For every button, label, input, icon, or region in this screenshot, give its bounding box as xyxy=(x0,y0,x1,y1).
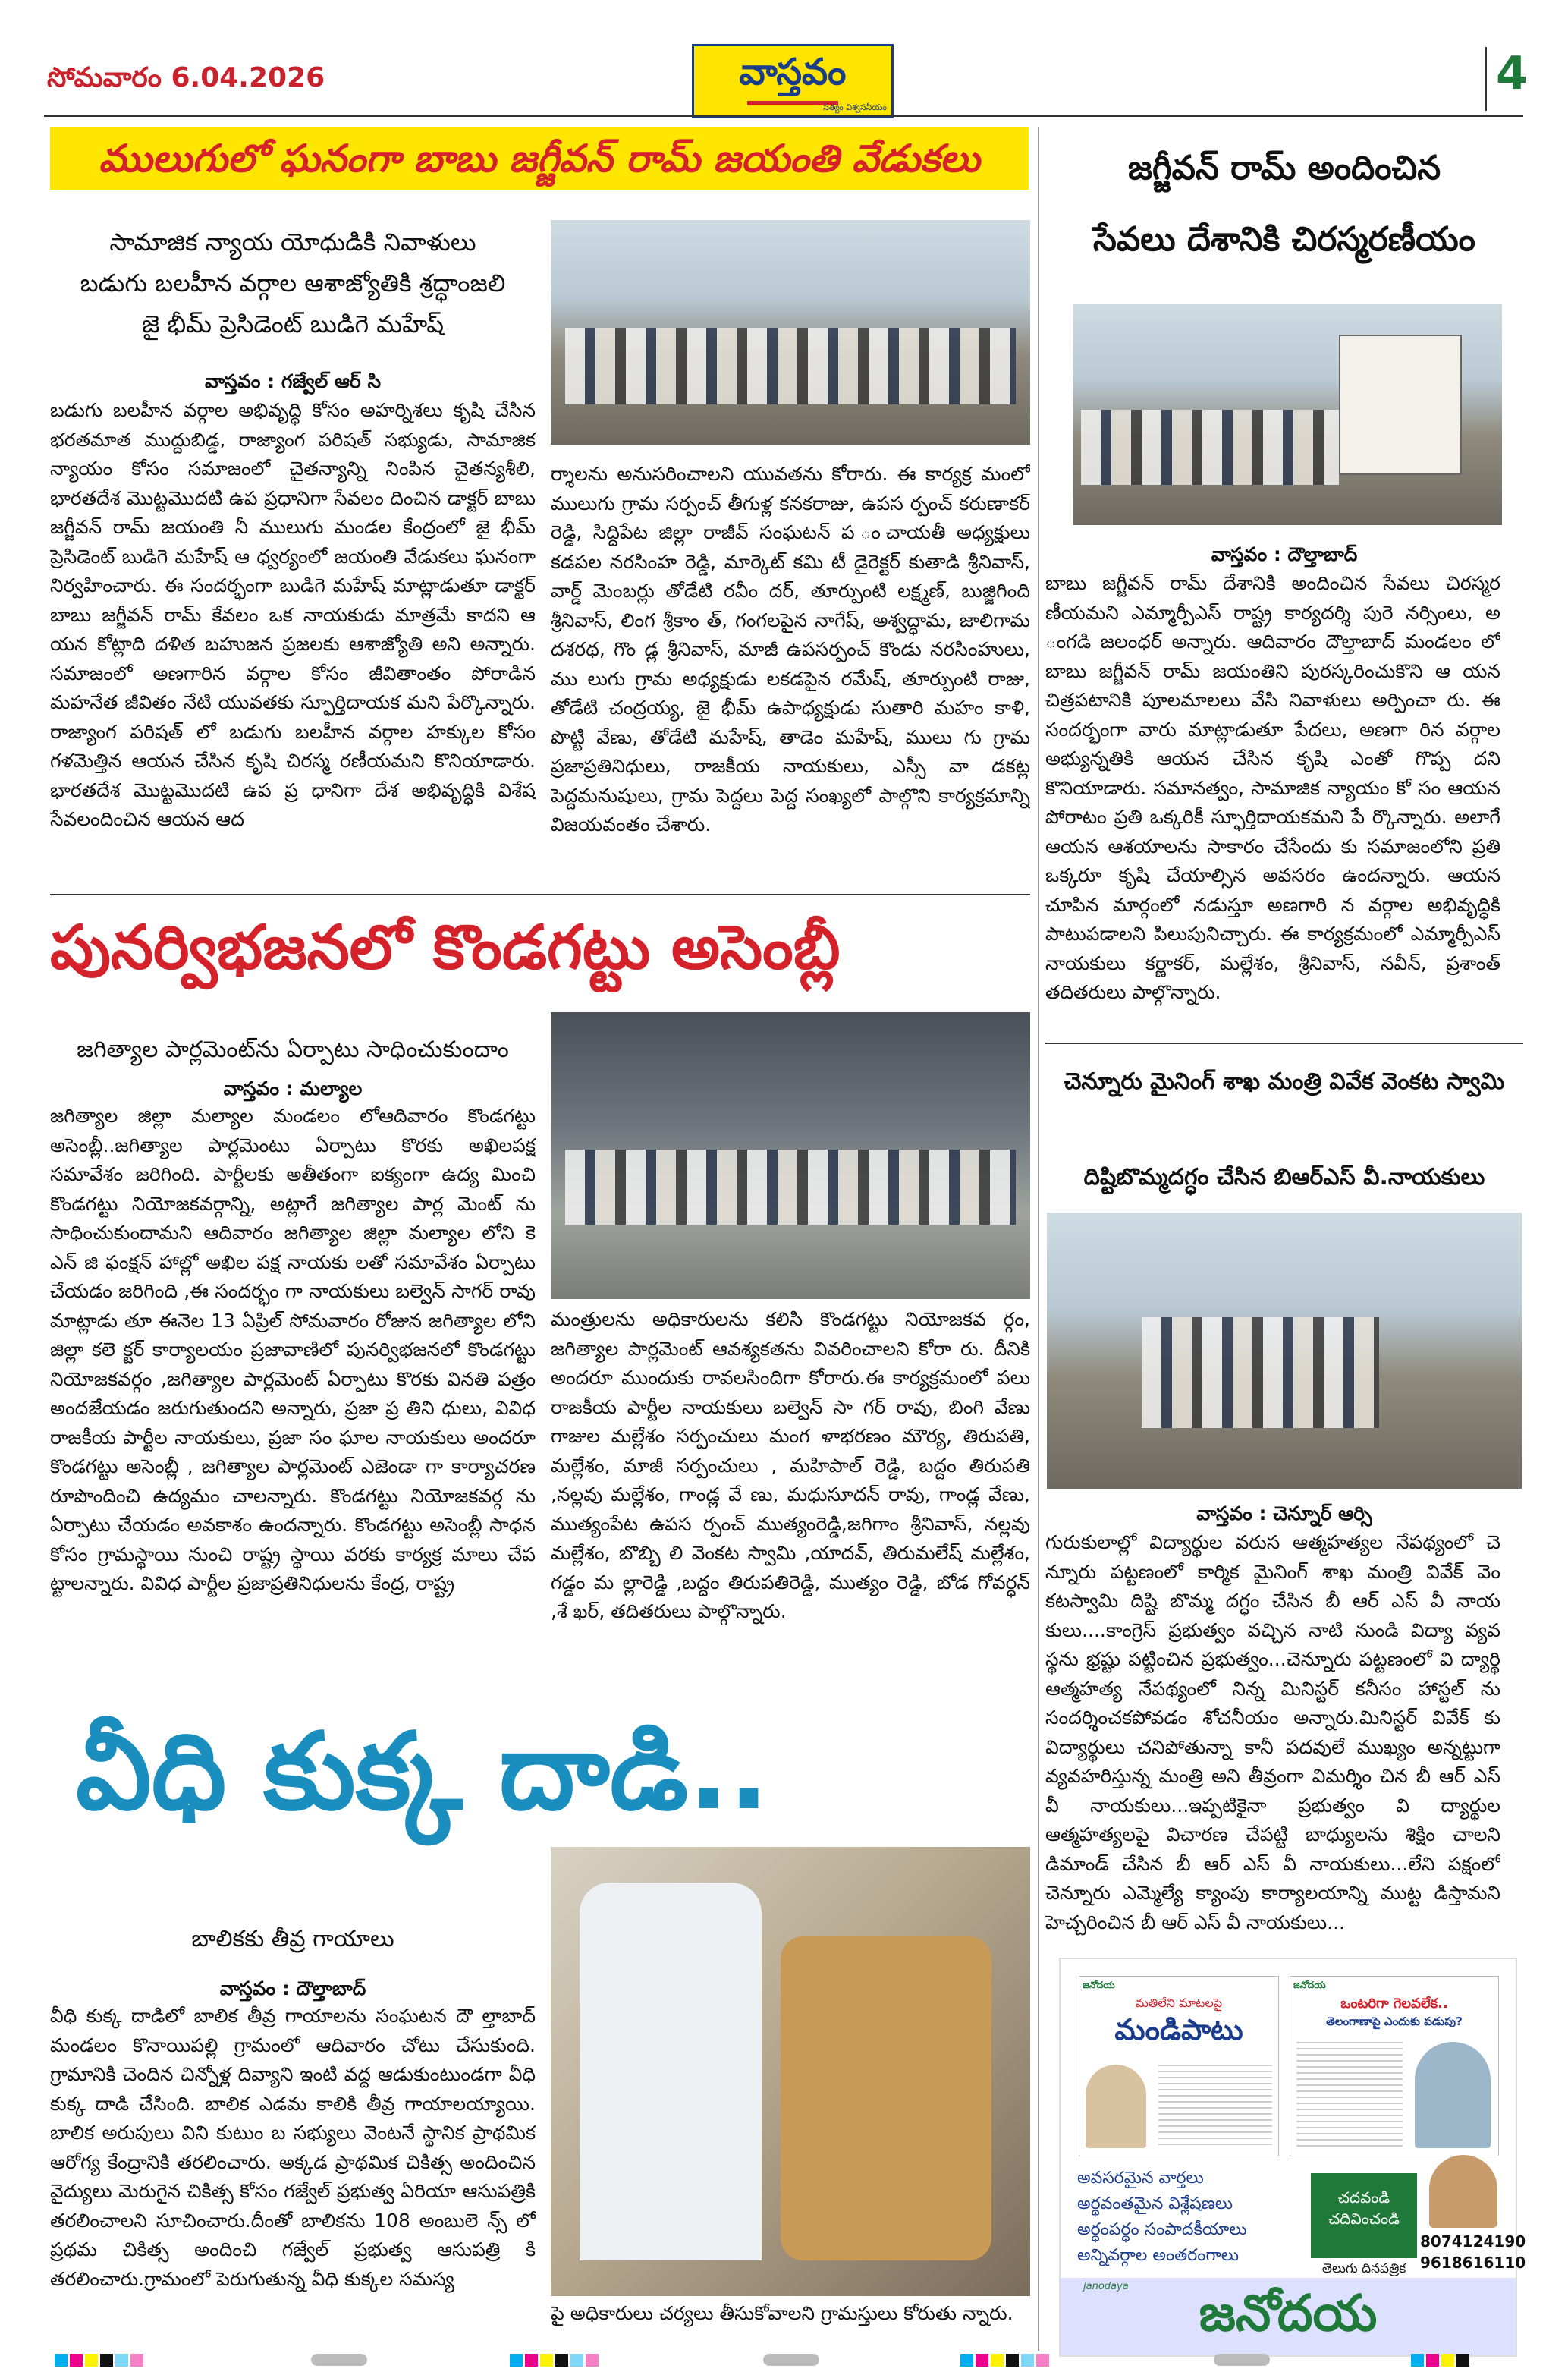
jagjivan-dateline: వాస్తవం : దౌల్తాబాద్ xyxy=(1211,543,1358,565)
dog-photo xyxy=(551,1847,1030,2296)
mulugu-photo xyxy=(551,220,1030,445)
chennur-headline-2: దిష్టిబొమ్మదగ్ధం చేసిన బిఆర్ఎస్ వీ.నాయకులు xyxy=(1083,1164,1485,1191)
column-rule-right xyxy=(1038,127,1039,2351)
ad-left-brand: జనోదయ xyxy=(1083,1980,1115,1990)
ad-paper-right xyxy=(1290,1976,1499,2156)
register-mark xyxy=(1214,2354,1270,2366)
doctor-figure xyxy=(580,1883,762,2260)
right-divider-1 xyxy=(1045,1043,1523,1044)
chennur-headline-1: చెన్నూరు మైనింగ్ శాఖ మంత్రి వివేక వెంకట స్వామి xyxy=(1064,1068,1505,1095)
jagjivan-headline-2: సేవలు దేశానికి చిరస్మరణీయం xyxy=(1093,220,1475,259)
ad-phone-2: 9618616110 xyxy=(1420,2254,1526,2272)
ad-phone-1: 8074124190 xyxy=(1420,2232,1526,2251)
ad-list-item: అర్థవంతమైన విశ్లేషణలు xyxy=(1077,2194,1233,2213)
kondagattu-dateline: వాస్తవం : మల్యాల xyxy=(223,1077,363,1099)
mulugu-dateline: వాస్తవం : గజ్వేల్ ఆర్ సి xyxy=(205,370,381,392)
ad-right-title1: ఒంటరిగా గెలవలేక.. xyxy=(1340,1996,1448,2012)
ad-logo: జనోదయ xyxy=(1199,2284,1378,2342)
janodaya-ad xyxy=(1059,1958,1526,2357)
masthead xyxy=(692,44,894,118)
ad-cta-2: చదివించండి xyxy=(1328,2210,1400,2228)
ad-tagline: తెలుగు దినపత్రిక xyxy=(1321,2261,1406,2276)
dog-headline: వీధి కుక్క దాడి.. xyxy=(76,1710,769,1834)
print-marks-right xyxy=(960,2354,1051,2370)
register-mark xyxy=(763,2354,819,2366)
ad-cta-1: చదవండి xyxy=(1337,2188,1390,2207)
ad-person-avatar xyxy=(1429,2155,1497,2228)
masthead-subtitle: సత్యం విశ్వసనీయం xyxy=(823,102,887,112)
jagjivan-photo xyxy=(1073,304,1502,525)
ad-left-title1: మతిలేని మాటలపై xyxy=(1135,1996,1223,2010)
mulugu-body-col2: ర్శాలను అనుసరించాలని యువతను కోరారు. ఈ కార్యక్ర మంలో ములుగు గ్రామ సర్పంచ్ తీగుళ్ల కనకరాజు, ఉపస ర్పంచ్ కరుణాకర్ రెడ్డి, సిద్దిపేట జిల్లా రాజీవ్ సంఘటన్ ప ంచాయతీ అధ్యక్షులు కడపల నరసింహ రెడ్డి, మార్కెట్ కమి టీ డైరెక్టర్ కుతాడి శ్రీనివాస్, వార్డ్ మెంబర్లు తోడేటి రవీం దర్, తూర్పుంటి లక్ష్మణ్, బుజ్జిగింది శ్రీనివాస్, లింగ శ్రీకాం త్, గంగలపైన నాగేష్, అశ్వద్ధామ, జాలిగామ దశరథ, గొం డ్ల శ్రీనివాస్, మాజీ ఉపసర్పంచ్ కొండు నరసింహులు, ము లుగు గ్రామ అధ్యక్షుడు లకడపైన రమేష్, తూర్పుంటి రాజు, తోడేటి చంద్రయ్య, జై భీమ్ ఉపాధ్యక్షుడు సుతారి మహం కాళి, పొట్టి వేణు, తోడేటి మహేష్, తాడెం మహేష్, ములు గు గ్రామ ప్రజాప్రతినిధులు, రాజకీయ నాయకులు, ఎస్సీ వా డకట్ల పెద్దమనుషులు, గ్రామ పెద్దలు పెద్ద సంఖ్యలో పాల్గొని కార్యక్రమాన్ని విజయవంతం చేశారు. xyxy=(551,463,1030,835)
dog-dateline: వాస్తవం : దౌల్తాబాద్ xyxy=(219,1977,366,1999)
mulugu-sub3: జై భీమ్ ప్రెసిడెంట్ బుడిగె మహేష్ xyxy=(141,310,445,338)
mulugu-sub2: బడుగు బలహీన వర్గాల ఆశాజ్యోతికి శ్రద్ధాంజలి xyxy=(80,269,506,297)
dog-body-col1: వీధి కుక్క దాడిలో బాలిక తీవ్ర గాయాలను సంఘటన దౌ ల్తాబాద్ మండలం కొనాయిపల్లి గ్రామంలో ఆదివారం చోటు చేసుకుంది. గ్రామానికి చెందిన చిన్నోళ్ల దివ్యాని ఇంటి వద్ద ఆడుకుంటుండగా వీధి కుక్క దాడి చేసింది. బాలిక ఎడమ కాలికి తీవ్ర గాయాలయ్యాయి. బాలిక అరుపులు విని కుటుం బ సభ్యులు వెంటనే స్థానిక ప్రాథమిక ఆరోగ్య కేంద్రానికి తరలించారు. అక్కడ ప్రాథమిక చికిత్స అందించిన వైద్యులు మెరుగైన చికిత్స కోసం గజ్వేల్ ప్రభుత్వ ఏరియా ఆసుపత్రికి తరలించాలని సూచించారు.దీంతో బాలికను 108 అంబులె న్స్ లో ప్రథమ చికిత్స అందించి గజ్వేల్ ప్రభుత్వ ఆసుపత్రి కి తరలించారు.గ్రామంలో పెరుగుతున్న వీధి కుక్కల సమస్య xyxy=(50,2005,536,2290)
header-date: సోమవారం 6.04.2026 xyxy=(47,62,325,93)
page-number: 4 xyxy=(1496,47,1528,100)
ad-cta-box xyxy=(1311,2173,1417,2258)
ad-logo-band xyxy=(1061,2278,1516,2355)
ad-right-title2: తెలంగాణాపై ఎందుకు పడుపు? xyxy=(1326,2015,1463,2028)
masthead-title: వాస్తవం xyxy=(739,51,847,93)
portrait-frame xyxy=(1339,335,1462,475)
ad-list-item: అన్నివర్గాల అంతరంగాలు xyxy=(1077,2246,1239,2265)
ad-right-brand: జనోదయ xyxy=(1293,1980,1326,1990)
ad-list-item: అర్థంపర్థం సంపాదకీయాలు xyxy=(1077,2220,1247,2239)
chennur-photo xyxy=(1047,1213,1522,1489)
patient-figure xyxy=(781,1936,991,2260)
print-marks-far-right xyxy=(1411,2354,1472,2370)
ad-logo-small: janodaya xyxy=(1083,2281,1129,2292)
chennur-body: గురుకులాల్లో విద్యార్థుల వరుస ఆత్మహత్యల నేపథ్యంలో చె న్నూరు పట్టణంలో కార్మిక మైనింగ్ శాఖ మంత్రి వివేక్ వెం కటస్వామి దిష్టి బొమ్మ దగ్ధం చేసిన బీ ఆర్ ఎస్ వీ నాయ కులు....కాంగ్రెస్ ప్రభుత్వం వచ్చిన నాటి నుండి విద్యా వ్యవ స్థను భ్రష్టు పట్టించిన ప్రభుత్వం...చెన్నూరు పట్టణంలో వి ద్యార్థి ఆత్మహత్య నేపథ్యంలో నిన్న మినిస్టర్ కనీసం హాస్టల్ ను సందర్శించకపోవడం శోచనీయం అన్నారు.మినిస్టర్ వివేక్ కు విద్యార్థులు చనిపోతున్నా కానీ పదవులే ముఖ్యం అన్నట్టుగా వ్యవహరిస్తున్న మంత్రి అని తీవ్రంగా విమర్శిం చిన బీ ఆర్ ఎస్ వీ నాయకులు...ఇప్పటికైనా ప్రభుత్వం వి ద్యార్థుల ఆత్మహత్యలపై విచారణ చేపట్టి బాధ్యులను శిక్షిం చాలని డిమాండ్ చేసిన బీ ఆర్ ఎస్ వీ నాయకులు...లేని పక్షంలో చెన్నూరు ఎమ్మెల్యే క్యాంపు కార్యాలయాన్ని ముట్ట డిస్తామని హెచ్చరించిన బీ ఆర్ ఎస్ వీ నాయకులు... xyxy=(1045,1531,1500,1933)
dog-body-col2: పై అధికారులు చర్యలు తీసుకోవాలని గ్రామస్తులు కోరుతు న్నారు. xyxy=(551,2302,1013,2324)
kondagattu-sub: జగిత్యాల పార్లమెంట్‌ను ఏర్పాటు సాధించుకుందాం xyxy=(77,1037,509,1063)
kondagattu-body-col1: జగిత్యాల జిల్లా మల్యాల మండలం లోఆదివారం కొండగట్టు అసెంబ్లీ..జగిత్యాల పార్లమెంటు ఏర్పాటు కొరకు అఖిలపక్ష సమావేశం జరిగింది. పార్టీలకు అతీతంగా ఐక్యంగా ఉద్య మించి కొండగట్టు నియోజకవర్గాన్ని, అట్లాగే జగిత్యాల పార్ల మెంట్ ను సాధించుకుందామని ఆదివారం జగిత్యాల జిల్లా మల్యాల లోని కె ఎన్ జి ఫంక్షన్ హాల్లో అఖిల పక్ష నాయకు లతో సమావేశం ఏర్పాటు చేయడం జరిగింది ,ఈ సందర్భం గా నాయకులు బల్వెన్ సాగర్ రావు మాట్లాడు తూ ఈనెల 13 ఏప్రిల్ సోమవారం రోజున జగిత్యాల లోని జిల్లా కలె క్టర్ కార్యాలయం ప్రజావాణిలో పునర్విభజనలో కొండగట్టు నియోజకవర్గం ,జగిత్యాల పార్లమెంట్ ఏర్పాటు కొరకు వినతి పత్రం అందజేయడం జరుగుతుందని అన్నారు, ప్రజా ప్ర తిని ధులు, వివిధ రాజకీయ పార్టీల నాయకులు, ప్రజా సం ఘాల నాయకులు అందరూ కొండగట్టు అసెంబ్లీ , జగిత్యాల పార్లమెంట్ ఎజెండా గా కార్యాచరణ రూపొందించి ఉద్యమం చాలన్నారు. కొండగట్టు నియోజకవర్గ ను ఏర్పాటు చేయడం అవకాశం ఉందన్నారు. కొండగట్టు అసెంబ్లీ సాధన కోసం గ్రామస్థాయి నుంచి రాష్ట్ర స్థాయి వరకు కార్యక్ర మాలు చేప ట్టాలన్నారు. వివిధ పార్టీల ప్రజాప్రతినిధులను కేంద్ర, రాష్ట్ర xyxy=(50,1105,536,1594)
jagjivan-headline-1: జగ్జీవన్ రామ్ అందించిన xyxy=(1127,149,1441,187)
ad-paper-left xyxy=(1079,1976,1279,2156)
chennur-dateline: వాస్తవం : చెన్నూర్ ఆర్సి xyxy=(1196,1502,1372,1524)
header-rule-vertical xyxy=(1485,47,1487,111)
kondagattu-photo xyxy=(551,1012,1030,1299)
kondagattu-body-col2: మంత్రులను అధికారులను కలిసి కొండగట్టు నియోజకవ ర్గం, జగిత్యాల పార్లమెంట్ ఆవశ్యకతను వివరించాలని కోరా రు. దీనికి అందరూ ముందుకు రావలసిందిగా కోరారు.ఈ కార్యక్రమంలో పలు రాజకీయ పార్టీల నాయకులు బల్వెన్ సా గర్ రావు, బింగి వేణు గాజుల మల్లేశం సర్పంచులు మంగ ళాభరణం మౌర్య, తిరుపతి, మల్లేశం, మాజీ సర్పంచులు , మహిపాల్ రెడ్డి, బద్దం తిరుపతి ,నల్లవు మల్లేశం, గాండ్ల వే ణు, మధుసూదన్ రావు, గాండ్ల వేణు, ముత్యంపేట ఉపస ర్పంచ్ ముత్యంరెడ్డి,జగిగాం శ్రీనివాస్, నల్లవు మల్లేశం, బొబ్బి లి వెంకట స్వామి ,యాదవ్, తిరుమలేష్ మల్లేశం, గడ్డం మ ల్లారెడ్డి ,బద్దం తిరుపతిరెడ్డి, ముత్యం రెడ్డి, బోడ గోవర్ధన్ ,శే ఖర్, తదితరులు పాల్గొన్నారు. xyxy=(551,1308,1030,1622)
header-rule xyxy=(44,115,1523,117)
register-mark xyxy=(311,2354,367,2366)
print-marks-left xyxy=(55,2354,146,2370)
print-marks-center xyxy=(510,2354,601,2370)
jagjivan-body: బాబు జగ్జీవన్ రామ్ దేశానికి అందించిన సేవలు చిరస్మర ణీయమని ఎమ్మార్పీఎస్ రాష్ట్ర కార్యదర్శి పురె నర్సింలు, అ ంగడి జలంధర్ అన్నారు. ఆదివారం దౌల్తాబాద్ మండలం లో బాబు జగ్జీవన్ రామ్ జయంతిని పురస్కరించుకొని ఆ యన చిత్రపటానికి పూలమాలలు వేసి నివాళులు అర్పించా రు. ఈ సందర్భంగా వారు మాట్లాడుతూ పేదలు, అణగా రిన వర్గాల అభ్యున్నతికి ఆయన చేసిన కృషి ఎంతో గొప్ప దని కొనియాడారు. సమానత్వం, సామాజిక న్యాయం కో సం ఆయన పోరాటం ప్రతి ఒక్కరికీ స్ఫూర్తిదాయకమని పే ర్కొన్నారు. అలాగే ఆయన ఆశయాలను సాకారం చేసేందు కు సమాజంలోని ప్రతి ఒక్కరూ కృషి చేయాల్సిన అవసరం ఉందన్నారు. ఆయన చూపిన మార్గంలో నడుస్తూ అణగారి న వర్గాల అభివృద్ధికి పాటుపడాలని పిలుపునిచ్చారు. ఈ కార్యక్రమంలో ఎమ్మార్పీఎస్ నాయకులు కర్ణాకర్, మల్లేశం, శ్రీనివాస్, నవీన్, ప్రశాంత్ తదితరులు పాల్గొన్నారు. xyxy=(1045,572,1500,1003)
mulugu-body-col1: బడుగు బలహీన వర్గాల అభివృద్ధి కోసం అహర్నిశలు కృషి చేసిన భరతమాత ముద్దుబిడ్డ, రాజ్యాంగ పరిషత్ సభ్యుడు, సామాజిక న్యాయం కోసం సమాజంలో చైతన్యాన్ని నింపిన చైతన్యశీలి, భారతదేశ మొట్టమొదటి ఉప ప్రధానిగా సేవలం దించిన డాక్టర్ బాబు జగ్జీవన్ రామ్ జయంతి నీ ములుగు మండల కేంద్రంలో జై భీమ్ ప్రెసిడెంట్ బుడిగె మహేష్ ఆ ధ్వర్యంలో జయంతి వేడుకలు ఘనంగా నిర్వహించారు. ఈ సందర్భంగా బుడిగె మహేష్ మాట్లాడుతూ డాక్టర్ బాబు జగ్జీవన్ రామ్ కేవలం ఒక నాయకుడు మాత్రమే కాదని ఆ యన కోట్లాది దళిత బహుజన ప్రజలకు ఆశాజ్యోతి అని అన్నారు. సమాజంలో అణగారిన వర్గాల కోసం జీవితాంతం పోరాడిన మహనేత జీవితం నేటి యువతకు స్ఫూర్తిదాయక మని పేర్కొన్నారు. రాజ్యాంగ పరిషత్ లో బడుగు బలహీన వర్గాల హక్కుల కోసం గళమెత్తిన ఆయన చేసిన కృషి చిరస్మ రణీయమని కొనియాడారు. భారతదేశ మొట్టమొదటి ఉప ప్ర ధానిగా దేశ అభివృద్ధికి విశేష సేవలందించిన ఆయన ఆద xyxy=(50,399,536,830)
mulugu-headline: ములుగులో ఘనంగా బాబు జగ్జీవన్ రామ్ జయంతి వేడుకలు xyxy=(50,127,1029,190)
ad-list xyxy=(1077,2166,1305,2269)
dog-sub: బాలికకు తీవ్ర గాయాలు xyxy=(191,1926,394,1952)
mulugu-sub1: సామాజిక న్యాయ యోధుడికి నివాళులు xyxy=(109,228,476,256)
ad-left-title2: మండిపాటు xyxy=(1114,2013,1243,2046)
kondagattu-headline: పునర్విభజనలో కొండగట్టు అసెంబ్లీ xyxy=(50,912,841,983)
mulugu-divider xyxy=(50,894,1030,895)
ad-list-item: అవసరమైన వార్తలు xyxy=(1077,2169,1204,2188)
